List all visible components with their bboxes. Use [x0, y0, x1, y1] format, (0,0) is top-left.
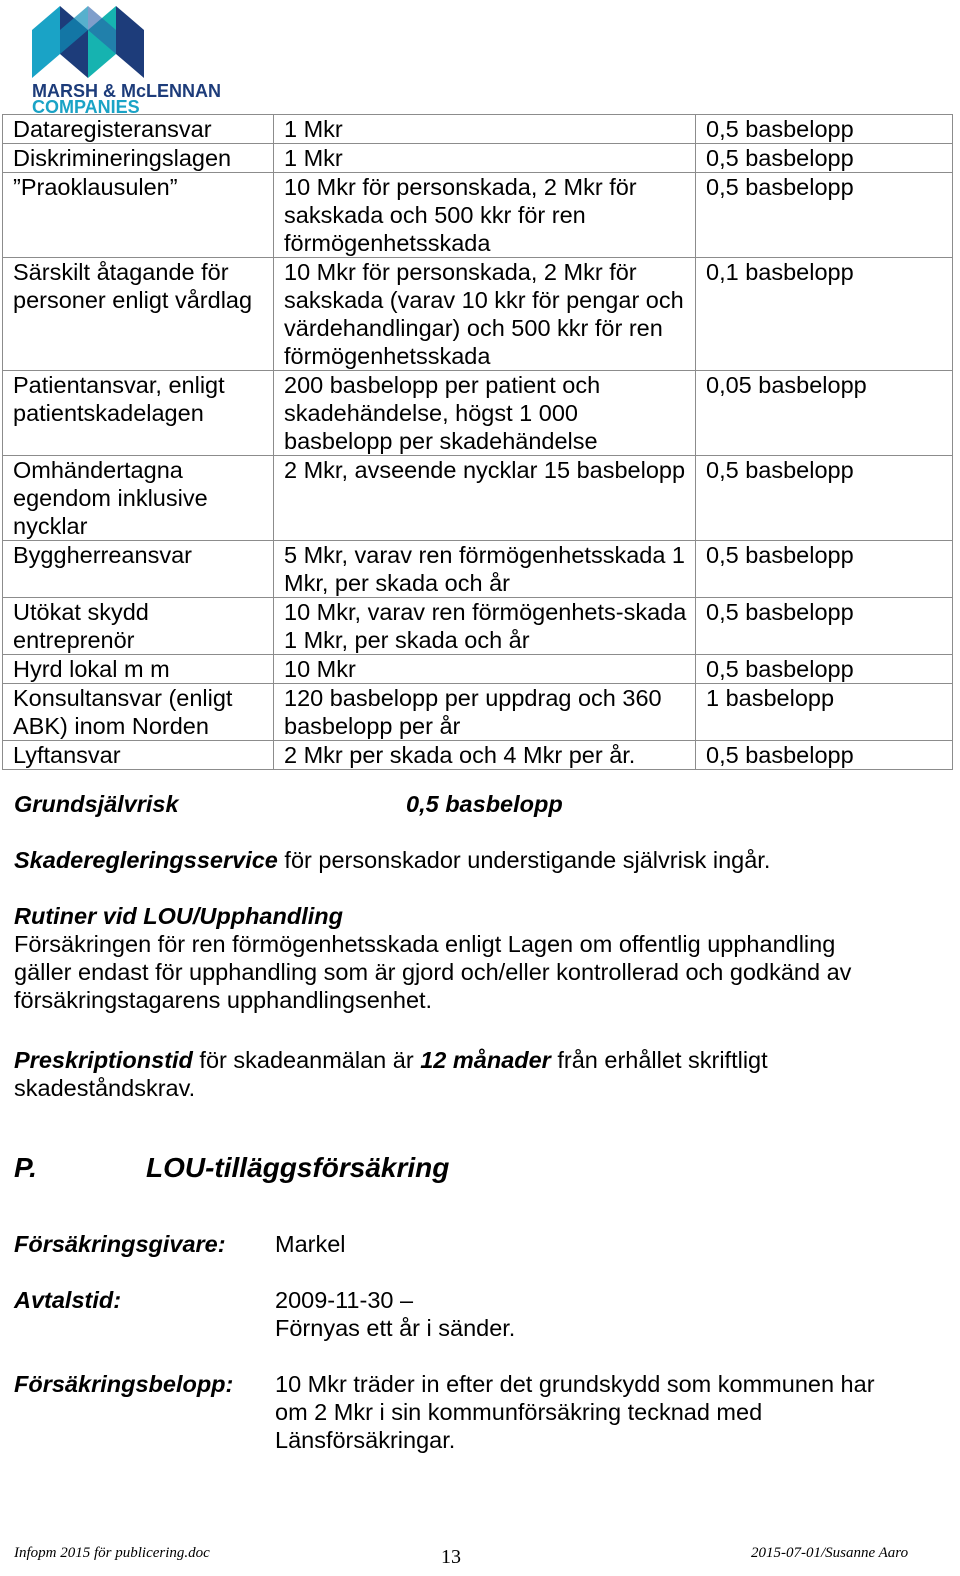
- avtal-line-1: 2009-11-30 –: [275, 1287, 414, 1313]
- avtal-line-2: Förnyas ett år i sänder.: [275, 1315, 516, 1341]
- cover-type-cell: Särskilt åtagande för personer enligt vårdlag: [3, 258, 274, 371]
- preskription-text-1: för skadeanmälan är: [192, 1047, 421, 1073]
- preskription-line-1: [14, 1046, 768, 1074]
- rutiner-title: Rutiner vid LOU/Upphandling: [14, 903, 343, 929]
- limit-cell: 10 Mkr för personskada, 2 Mkr för sakskada (varav 10 kkr för pengar och värdehandlingar) och 500 kkr för ren förmögenhetsskada: [274, 258, 696, 371]
- limit-cell: 10 Mkr: [274, 655, 696, 684]
- table-row: [3, 655, 953, 684]
- deductible-cell: 0,5 basbelopp: [696, 541, 953, 598]
- logo-text-line1: MARSH & McLENNAN: [32, 81, 221, 101]
- deductible-cell: 0,05 basbelopp: [696, 371, 953, 456]
- skadereglering-bold: Skaderegleringsservice: [14, 847, 278, 873]
- deductible-cell: 0,5 basbelopp: [696, 456, 953, 541]
- limit-cell: 120 basbelopp per uppdrag och 360 basbelopp per år: [274, 684, 696, 741]
- deductible-cell: 0,5 basbelopp: [696, 115, 953, 144]
- cover-type-cell: Byggherreansvar: [3, 541, 274, 598]
- rutiner-line-1: Försäkringen för ren förmögenhetsskada enligt Lagen om offentlig upphandling: [14, 931, 836, 957]
- giver-value: Markel: [275, 1231, 346, 1257]
- footer-page-number: 13: [441, 1546, 461, 1568]
- table-row: [3, 173, 953, 258]
- grund-label: Grundsjälvrisk: [14, 791, 179, 817]
- cover-type-cell: Dataregisteransvar: [3, 115, 274, 144]
- table-row: [3, 598, 953, 655]
- table-row: [3, 684, 953, 741]
- preskription-text-2: från erhållet skriftligt: [550, 1047, 768, 1073]
- cover-type-cell: Hyrd lokal m m: [3, 655, 274, 684]
- cover-type-cell: Utökat skydd entreprenör: [3, 598, 274, 655]
- footer-filename: Infopm 2015 för publicering.doc: [14, 1545, 210, 1561]
- table-row: [3, 258, 953, 371]
- section-letter: P.: [14, 1152, 37, 1183]
- limit-cell: 1 Mkr: [274, 115, 696, 144]
- section-title: LOU-tilläggsförsäkring: [146, 1152, 450, 1183]
- footer-date-author: 2015-07-01/Susanne Aaro: [751, 1545, 909, 1561]
- cover-type-cell: Diskrimineringslagen: [3, 144, 274, 173]
- preskription-bold-1: Preskriptionstid: [14, 1047, 193, 1073]
- belopp-line-1: 10 Mkr träder in efter det grundskydd som kommunen har: [275, 1371, 875, 1397]
- table-row: [3, 144, 953, 173]
- avtal-label: Avtalstid:: [14, 1287, 122, 1313]
- limit-cell: 10 Mkr för personskada, 2 Mkr för sakskada och 500 kkr för ren förmögenhetsskada: [274, 173, 696, 258]
- skadereglering-text: för personskador understigande självrisk ingår.: [277, 847, 771, 873]
- table-row: [3, 456, 953, 541]
- limit-cell: 10 Mkr, varav ren förmögenhets-skada 1 Mkr, per skada och år: [274, 598, 696, 655]
- cover-type-cell: ”Praoklausulen”: [3, 173, 274, 258]
- table-row: [3, 541, 953, 598]
- deductible-cell: 0,5 basbelopp: [696, 655, 953, 684]
- giver-label: Försäkringsgivare:: [14, 1231, 226, 1257]
- limit-cell: 200 basbelopp per patient och skadehändelse, högst 1 000 basbelopp per skadehändelse: [274, 371, 696, 456]
- limit-cell: 5 Mkr, varav ren förmögenhetsskada 1 Mkr, per skada och år: [274, 541, 696, 598]
- company-logo: [32, 6, 228, 117]
- table-row: [3, 741, 953, 770]
- deductible-cell: 0,5 basbelopp: [696, 144, 953, 173]
- limit-cell: 1 Mkr: [274, 144, 696, 173]
- logo-mark-icon: [32, 6, 144, 80]
- deductible-cell: 0,1 basbelopp: [696, 258, 953, 371]
- cover-type-cell: Konsultansvar (enligt ABK) inom Norden: [3, 684, 274, 741]
- cover-type-cell: Omhändertagna egendom inklusive nycklar: [3, 456, 274, 541]
- limit-cell: 2 Mkr, avseende nycklar 15 basbelopp: [274, 456, 696, 541]
- belopp-line-3: Länsförsäkringar.: [275, 1427, 456, 1453]
- deductible-cell: 0,5 basbelopp: [696, 741, 953, 770]
- belopp-label: Försäkringsbelopp:: [14, 1371, 234, 1397]
- deductible-cell: 0,5 basbelopp: [696, 173, 953, 258]
- preskription-bold-2: 12 månader: [420, 1047, 551, 1073]
- skadereglering-paragraph: [14, 846, 770, 874]
- cover-type-cell: Lyftansvar: [3, 741, 274, 770]
- table-row: [3, 371, 953, 456]
- coverage-table-body: [3, 115, 953, 770]
- deductible-cell: 0,5 basbelopp: [696, 598, 953, 655]
- limit-cell: 2 Mkr per skada och 4 Mkr per år.: [274, 741, 696, 770]
- deductible-cell: 1 basbelopp: [696, 684, 953, 741]
- table-row: [3, 115, 953, 144]
- logo-text-line2: COMPANIES: [32, 97, 140, 117]
- grund-value: 0,5 basbelopp: [406, 791, 563, 817]
- rutiner-line-2: gäller endast för upphandling som är gjord och/eller kontrollerad och godkänd av: [14, 959, 852, 985]
- cover-type-cell: Patientansvar, enligt patientskadelagen: [3, 371, 274, 456]
- rutiner-line-3: försäkringstagarens upphandlingsenhet.: [14, 987, 433, 1013]
- coverage-table: [2, 114, 953, 770]
- belopp-line-2: om 2 Mkr i sin kommunförsäkring tecknad med: [275, 1399, 763, 1425]
- preskription-line-2: skadeståndskrav.: [14, 1075, 196, 1101]
